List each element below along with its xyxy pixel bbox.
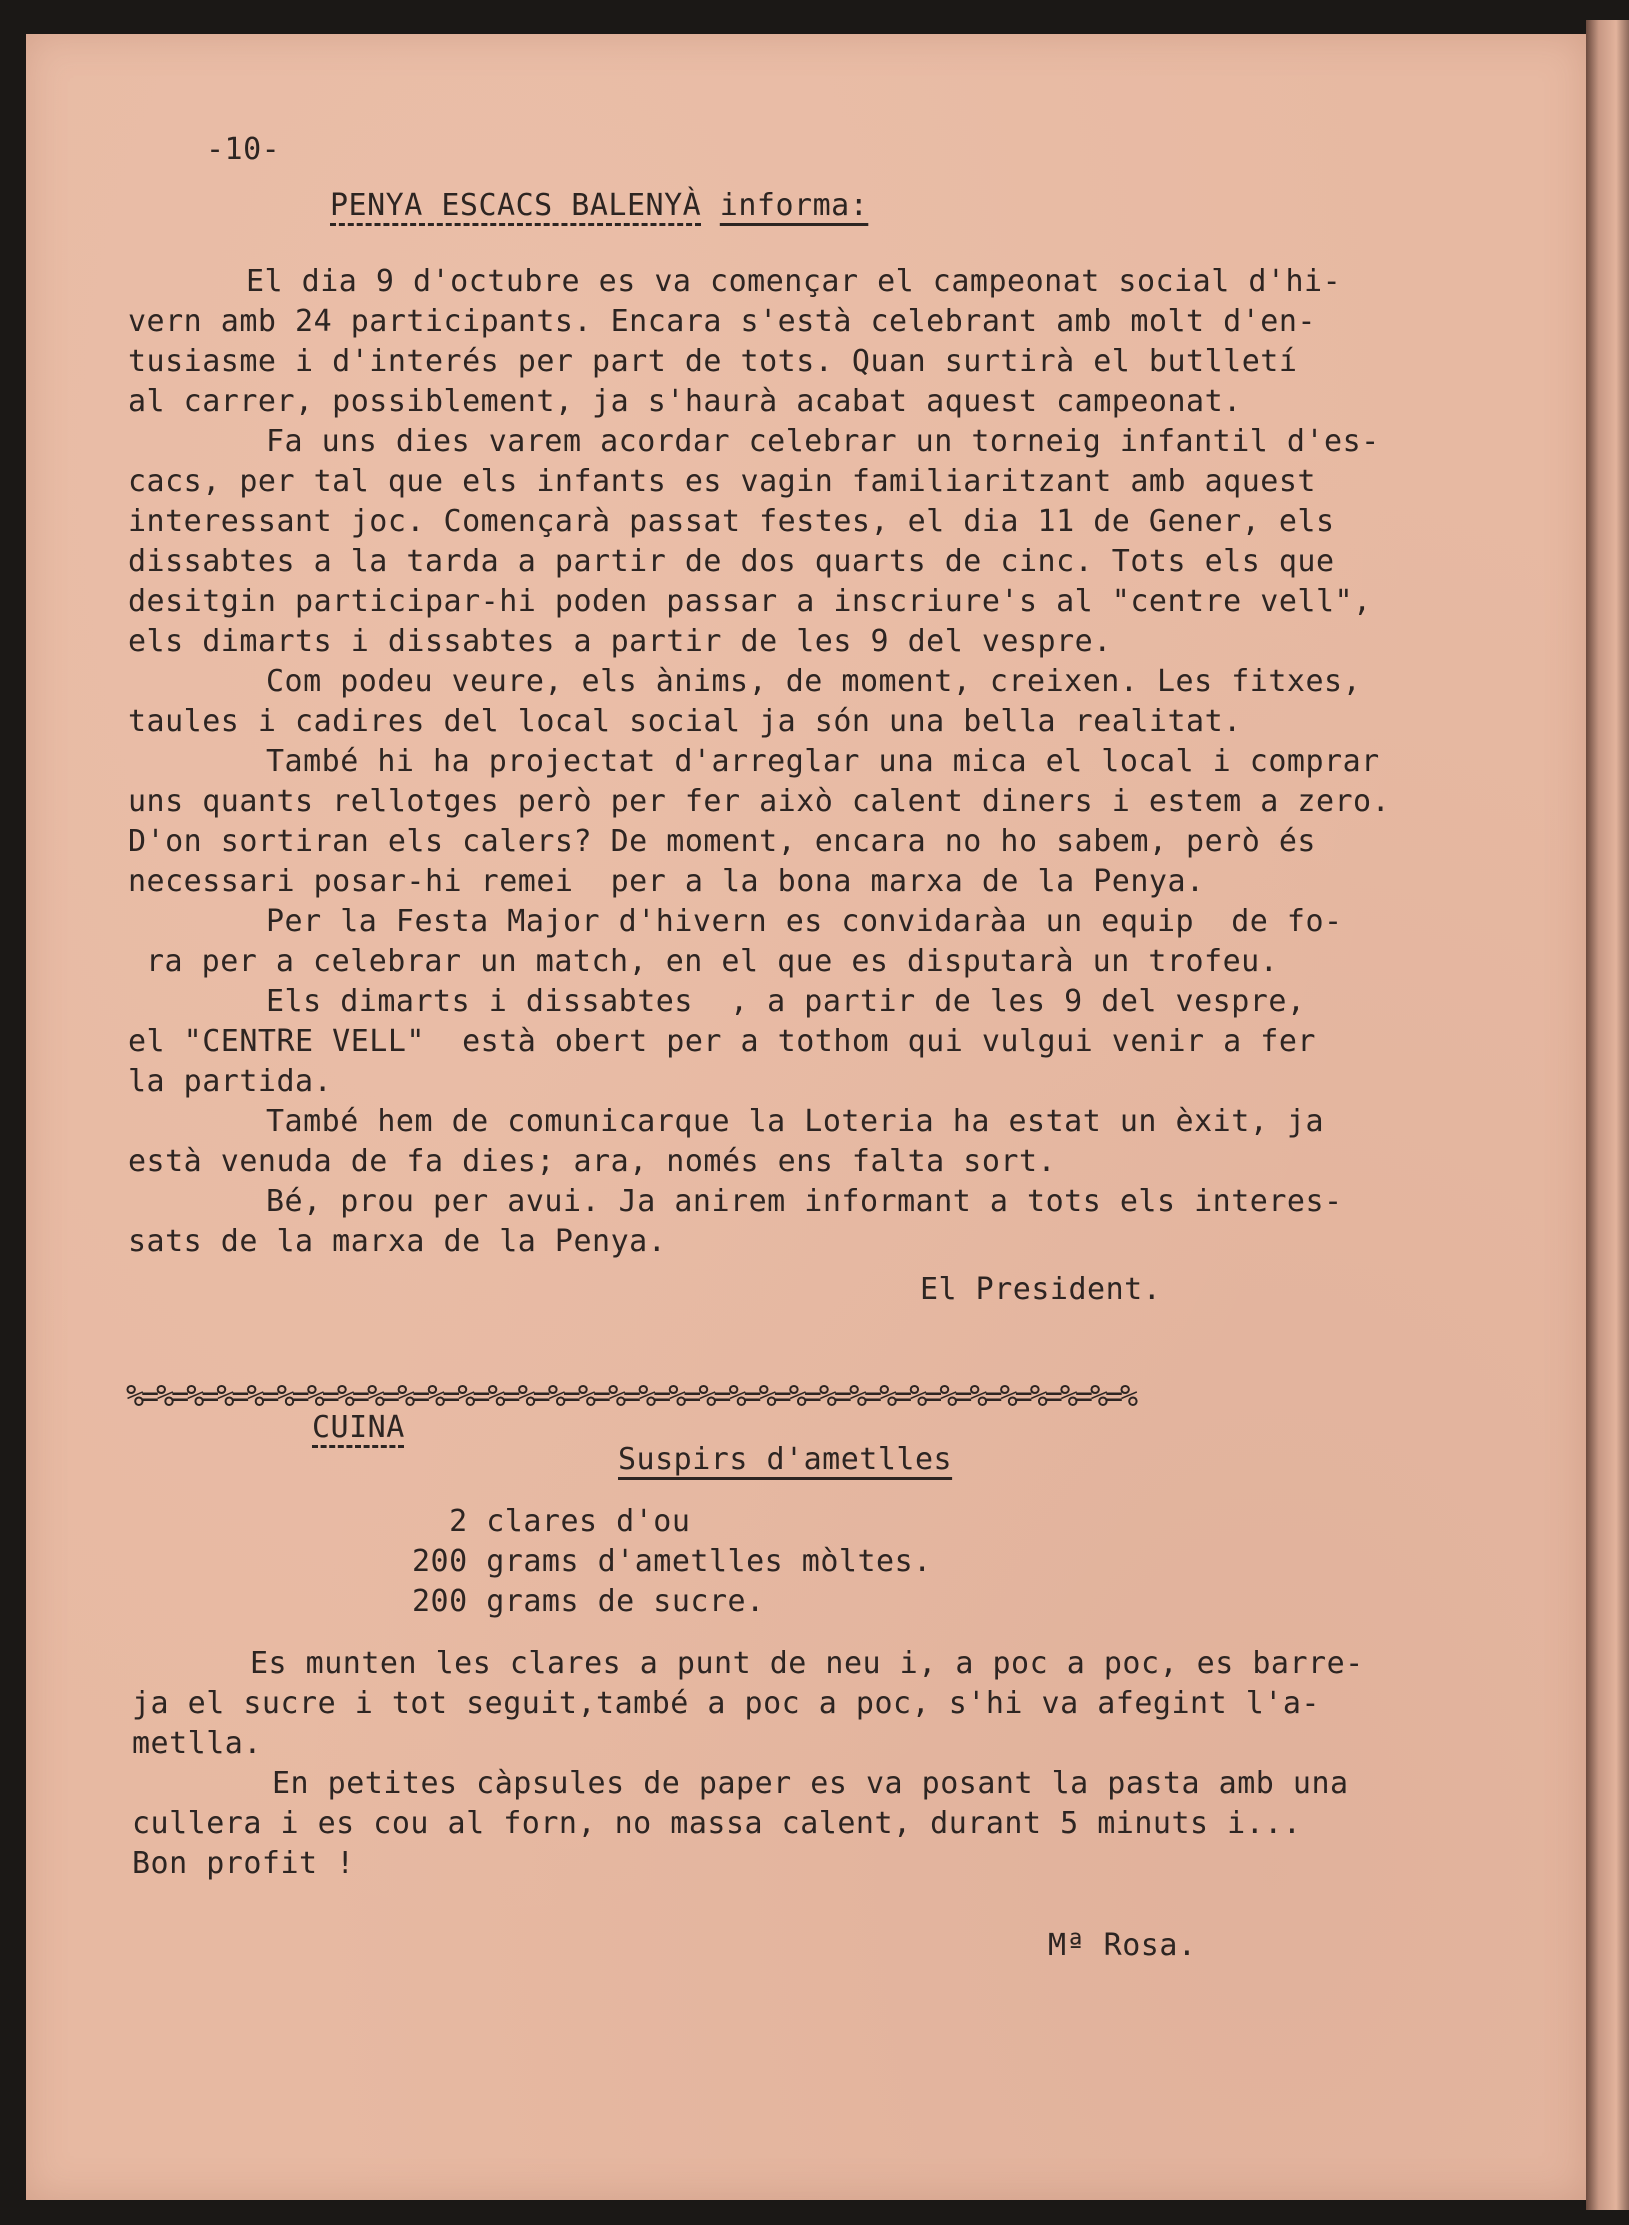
chess-line: D'on sortiran els calers? De moment, encara no ho sabem, però és — [128, 824, 1316, 859]
chess-line: tusiasme i d'interés per part de tots. Quan surtirà el butlletí — [128, 344, 1298, 379]
recipe-line: Es munten les clares a punt de neu i, a poc a poc, es barre- — [250, 1646, 1364, 1681]
ingredient-item: 200 grams d'ametlles mòltes. — [412, 1544, 932, 1579]
chess-title-suffix: informa: — [719, 188, 869, 223]
chess-line: la partida. — [128, 1064, 333, 1099]
chess-line: Per la Festa Major d'hivern es convidaràa un equip de fo- — [266, 904, 1343, 939]
recipe-signature: Mª Rosa. — [1048, 1928, 1197, 1963]
chess-line: dissabtes a la tarda a partir de dos quarts de cinc. Tots els que — [128, 544, 1335, 579]
recipe-line: cullera i es cou al forn, no massa calent, durant 5 minuts i... — [132, 1806, 1302, 1841]
chess-signature: El President. — [920, 1272, 1162, 1307]
chess-line: També hem de comunicarque la Loteria ha estat un èxit, ja — [266, 1104, 1325, 1139]
chess-title: PENYA ESCACS BALENYÀ — [330, 188, 702, 223]
chess-line: interessant joc. Començarà passat festes, el dia 11 de Gener, els — [128, 504, 1335, 539]
chess-line: Els dimarts i dissabtes , a partir de les 9 del vespre, — [266, 984, 1306, 1019]
chess-line: Bé, prou per avui. Ja anirem informant a tots els interes- — [266, 1184, 1343, 1219]
chess-heading — [330, 186, 868, 226]
page-edge — [1586, 20, 1629, 2210]
ingredient-item: 200 grams de sucre. — [412, 1584, 765, 1619]
recipe-line: Bon profit ! — [132, 1846, 355, 1881]
recipe-line: metlla. — [132, 1726, 262, 1761]
chess-line: taules i cadires del local social ja són una bella realitat. — [128, 704, 1242, 739]
chess-line: uns quants rellotges però per fer això calent diners i estem a zero. — [128, 784, 1391, 819]
chess-line: al carrer, possiblement, ja s'haurà acabat aquest campeonat. — [128, 384, 1242, 419]
recipe-title: Suspirs d'ametlles — [618, 1442, 953, 1477]
recipe-section-label: CUINA — [312, 1410, 405, 1445]
chess-line: desitgin participar-hi poden passar a inscriure's al "centre vell", — [128, 584, 1372, 619]
chess-line: cacs, per tal que els infants es vagin familiaritzant amb aquest — [128, 464, 1316, 499]
chess-line: Fa uns dies varem acordar celebrar un torneig infantil d'es- — [266, 424, 1380, 459]
recipe-line: ja el sucre i tot seguit,també a poc a poc, s'hi va afegint l'a- — [132, 1686, 1320, 1721]
document-page — [26, 34, 1586, 2200]
chess-line: el "CENTRE VELL" està obert per a tothom qui vulgui venir a fer — [128, 1024, 1316, 1059]
document-body — [26, 34, 1586, 2200]
recipe-line: En petites càpsules de paper es va posant la pasta amb una — [272, 1766, 1349, 1801]
chess-line: vern amb 24 participants. Encara s'està celebrant amb molt d'en- — [128, 304, 1316, 339]
chess-line: El dia 9 d'octubre es va començar el campeonat social d'hi- — [246, 264, 1342, 299]
chess-line: També hi ha projectat d'arreglar una mica el local i comprar — [266, 744, 1380, 779]
chess-line: sats de la marxa de la Penya. — [128, 1224, 667, 1259]
page-number: -10- — [206, 132, 281, 167]
chess-line: ra per a celebrar un match, en el que es disputarà un trofeu. — [146, 944, 1279, 979]
chess-line: està venuda de fa dies; ara, només ens falta sort. — [128, 1144, 1057, 1179]
chess-line: necessari posar-hi remei per a la bona marxa de la Penya. — [128, 864, 1205, 899]
ingredient-item: 2 clares d'ou — [412, 1504, 691, 1539]
section-separator: %=%=%=%=%=%=%=%=%=%=%=%=%=%=%=%=%=%=%=%=%=%=%=%=%=%=%=%=%=%=%=%=%=% — [126, 1379, 1136, 1414]
chess-line: els dimarts i dissabtes a partir de les 9 del vespre. — [128, 624, 1112, 659]
chess-line: Com podeu veure, els ànims, de moment, creixen. Les fitxes, — [266, 664, 1362, 699]
